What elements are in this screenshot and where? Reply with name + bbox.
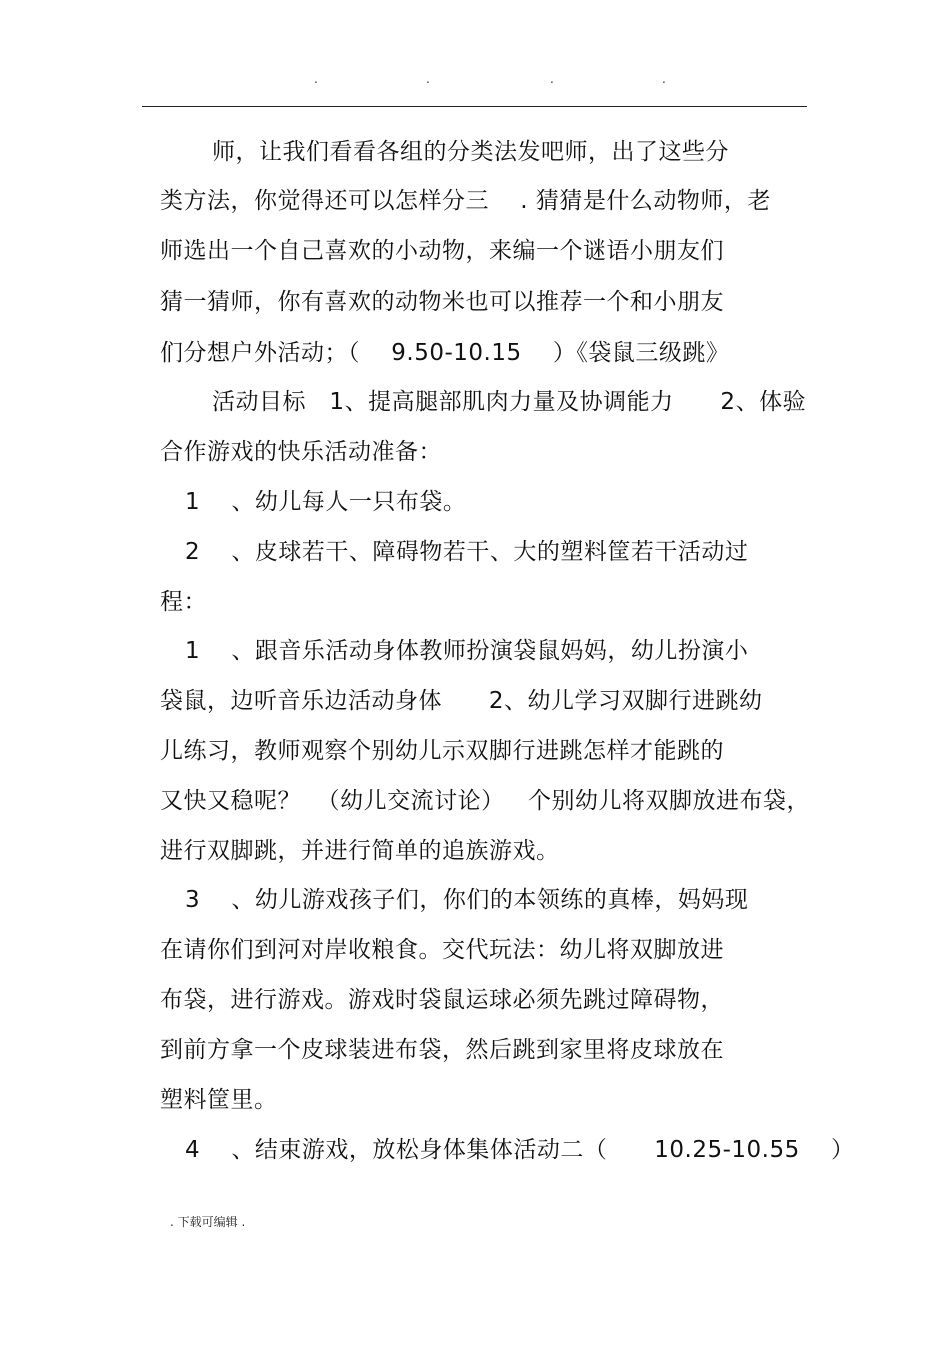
text-line: 2 、皮球若干、障碍物若干、大的塑料筐若干活动过 xyxy=(185,539,749,565)
text-line: 程： xyxy=(160,589,207,615)
text-line: 猜一猜师，你有喜欢的动物米也可以推荐一个和小朋友 xyxy=(160,289,724,315)
text-line: 师，让我们看看各组的分类法发吧师，出了这些分 xyxy=(212,139,729,165)
header-dot: . xyxy=(662,72,666,86)
text-line: 进行双脚跳，并进行简单的追族游戏。 xyxy=(160,838,560,864)
header-dot: . xyxy=(426,72,430,86)
text-line: 们分想户外活动；（ 9.50-10.15 ）《袋鼠三级跳》 xyxy=(160,340,730,366)
text-line: 1 、跟音乐活动身体教师扮演袋鼠妈妈，幼儿扮演小 xyxy=(185,638,749,664)
text-line: 塑料筐里。 xyxy=(160,1087,278,1113)
text-line: 又快又稳呢？ （幼儿交流讨论） 个别幼儿将双脚放进布袋， xyxy=(160,788,811,814)
footer-text: . 下载可编辑 . xyxy=(170,1215,246,1229)
text-line: 1 、幼儿每人一只布袋。 xyxy=(185,489,467,515)
text-line: 3 、幼儿游戏孩子们，你们的本领练的真棒，妈妈现 xyxy=(185,887,749,913)
text-line: 袋鼠，边听音乐边活动身体 2、幼儿学习双脚行进跳幼 xyxy=(160,688,763,714)
text-line: 4 、结束游戏，放松身体集体活动二（ 10.25-10.55 ） xyxy=(185,1137,855,1163)
header-dot: . xyxy=(550,72,554,86)
text-line: 在请你们到河对岸收粮食。交代玩法：幼儿将双脚放进 xyxy=(160,937,724,963)
text-line: 儿练习，教师观察个别幼儿示双脚行进跳怎样才能跳的 xyxy=(160,738,724,764)
text-line: 师选出一个自己喜欢的小动物，来编一个谜语小朋友们 xyxy=(160,238,724,264)
header-rule xyxy=(142,106,807,107)
text-line: 类方法，你觉得还可以怎样分三 . 猜猜是什么动物师，老 xyxy=(160,188,771,214)
text-line: 到前方拿一个皮球装进布袋，然后跳到家里将皮球放在 xyxy=(160,1037,724,1063)
text-line: 活动目标 1、提高腿部肌肉力量及协调能力 2、体验 xyxy=(212,389,807,415)
text-line: 合作游戏的快乐活动准备： xyxy=(160,439,442,465)
header-dot: . xyxy=(314,72,318,86)
text-line: 布袋，进行游戏。游戏时袋鼠运球必须先跳过障碍物， xyxy=(160,987,724,1013)
